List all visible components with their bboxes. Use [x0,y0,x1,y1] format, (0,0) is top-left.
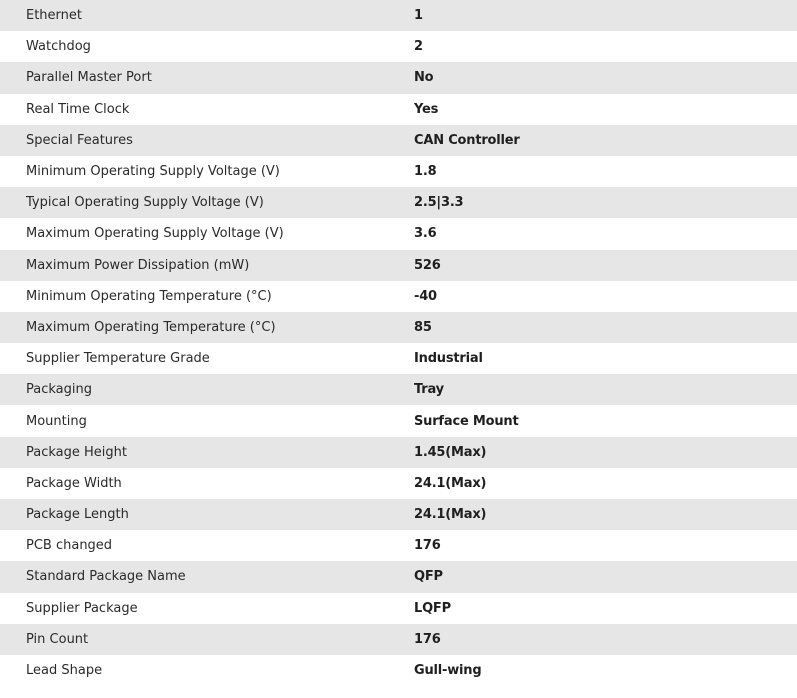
spec-label: Package Width [0,468,414,499]
spec-row-lead-shape [0,655,797,686]
spec-value: CAN Controller [414,125,797,156]
spec-value: 3.6 [414,218,797,249]
spec-value: 24.1(Max) [414,468,797,499]
spec-value: Industrial [414,343,797,374]
spec-row-parallel-master-port [0,62,797,93]
spec-row-mounting [0,405,797,436]
spec-label: Special Features [0,125,414,156]
spec-row-pcb-changed [0,530,797,561]
spec-row-min-operating-temperature [0,281,797,312]
spec-row-typical-supply-voltage [0,187,797,218]
spec-row-supplier-package [0,593,797,624]
spec-value: 176 [414,530,797,561]
spec-label: Watchdog [0,31,414,62]
spec-row-max-supply-voltage [0,218,797,249]
spec-row-special-features [0,125,797,156]
spec-label: Minimum Operating Temperature (°C) [0,281,414,312]
spec-label: Pin Count [0,624,414,655]
spec-value: No [414,62,797,93]
spec-label: PCB changed [0,530,414,561]
spec-label: Supplier Package [0,593,414,624]
spec-label: Ethernet [0,0,414,31]
spec-value: -40 [414,281,797,312]
spec-value: 526 [414,250,797,281]
spec-row-ethernet [0,0,797,31]
spec-value: LQFP [414,593,797,624]
spec-row-max-operating-temperature [0,312,797,343]
spec-row-supplier-temperature-grade [0,343,797,374]
spec-label: Mounting [0,405,414,436]
spec-value: 2 [414,31,797,62]
spec-label: Standard Package Name [0,561,414,592]
spec-row-real-time-clock [0,94,797,125]
spec-row-watchdog [0,31,797,62]
spec-value: Yes [414,94,797,125]
spec-row-packaging [0,374,797,405]
spec-label: Parallel Master Port [0,62,414,93]
spec-label: Maximum Power Dissipation (mW) [0,250,414,281]
spec-value: 1.8 [414,156,797,187]
spec-row-standard-package-name [0,561,797,592]
spec-label: Typical Operating Supply Voltage (V) [0,187,414,218]
spec-row-package-height [0,437,797,468]
spec-row-min-supply-voltage [0,156,797,187]
spec-row-max-power-dissipation [0,250,797,281]
spec-row-package-width [0,468,797,499]
spec-row-package-length [0,499,797,530]
spec-value: 2.5|3.3 [414,187,797,218]
spec-label: Package Height [0,437,414,468]
spec-row-pin-count [0,624,797,655]
spec-label: Lead Shape [0,655,414,686]
spec-value: Tray [414,374,797,405]
spec-value: 24.1(Max) [414,499,797,530]
spec-value: Gull-wing [414,655,797,686]
spec-label: Packaging [0,374,414,405]
spec-label: Minimum Operating Supply Voltage (V) [0,156,414,187]
spec-value: 1.45(Max) [414,437,797,468]
spec-value: 85 [414,312,797,343]
spec-label: Maximum Operating Supply Voltage (V) [0,218,414,249]
spec-value: QFP [414,561,797,592]
spec-label: Real Time Clock [0,94,414,125]
spec-label: Maximum Operating Temperature (°C) [0,312,414,343]
spec-value: 176 [414,624,797,655]
spec-label: Supplier Temperature Grade [0,343,414,374]
spec-label: Package Length [0,499,414,530]
spec-value: Surface Mount [414,405,797,436]
spec-value: 1 [414,0,797,31]
